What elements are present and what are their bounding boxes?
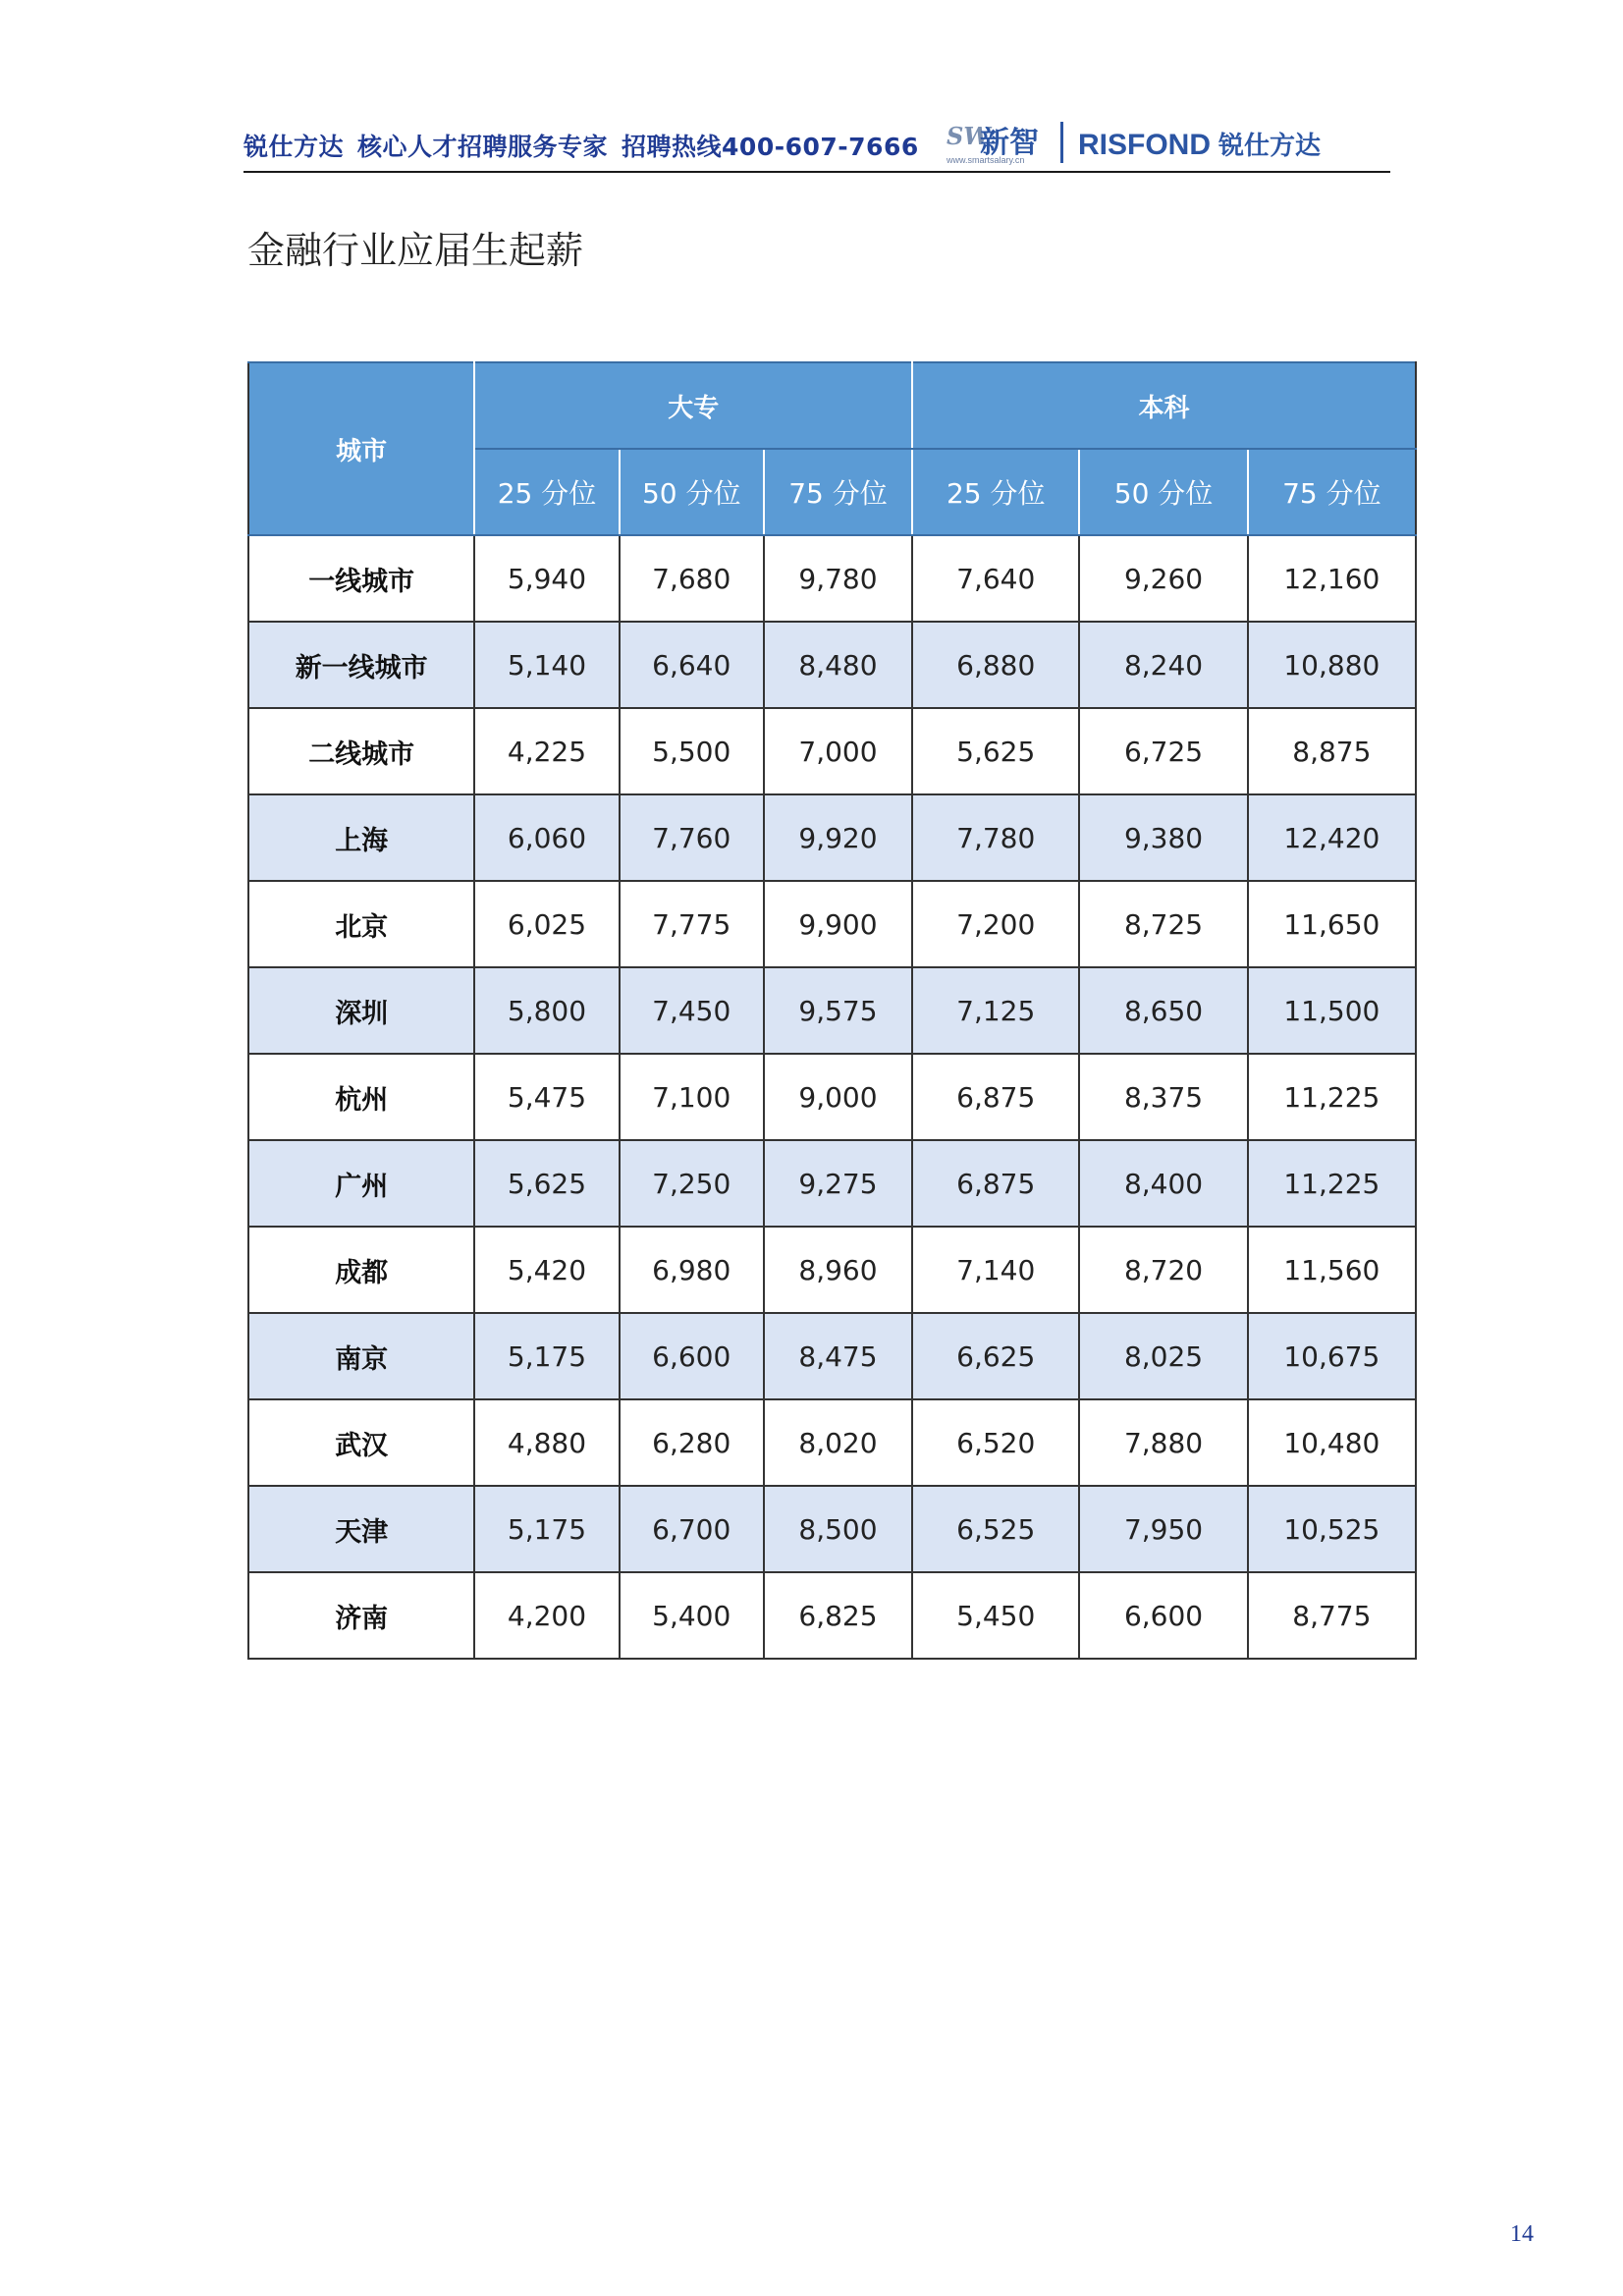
salary-cell: 6,600 xyxy=(620,1313,764,1399)
percentile-header: 50 分位 xyxy=(1079,449,1247,535)
table-row xyxy=(248,1313,1416,1399)
salary-cell: 8,725 xyxy=(1079,881,1247,967)
salary-table xyxy=(247,361,1417,1660)
city-column-header: 城市 xyxy=(248,362,474,535)
salary-cell: 9,780 xyxy=(764,535,912,622)
salary-cell: 7,250 xyxy=(620,1140,764,1227)
salary-cell: 8,375 xyxy=(1079,1054,1247,1140)
salary-cell: 12,420 xyxy=(1248,794,1416,881)
salary-cell: 11,225 xyxy=(1248,1140,1416,1227)
city-cell: 武汉 xyxy=(248,1399,474,1486)
salary-cell: 5,175 xyxy=(474,1486,619,1572)
city-cell: 天津 xyxy=(248,1486,474,1572)
salary-cell: 7,680 xyxy=(620,535,764,622)
page-number: 14 xyxy=(1510,2221,1534,2247)
table-row xyxy=(248,1572,1416,1659)
salary-cell: 10,480 xyxy=(1248,1399,1416,1486)
salary-cell: 8,025 xyxy=(1079,1313,1247,1399)
salary-cell: 11,560 xyxy=(1248,1227,1416,1313)
salary-cell: 8,775 xyxy=(1248,1572,1416,1659)
salary-cell: 7,140 xyxy=(912,1227,1079,1313)
salary-cell: 4,225 xyxy=(474,708,619,794)
salary-cell: 6,980 xyxy=(620,1227,764,1313)
salary-cell: 8,960 xyxy=(764,1227,912,1313)
salary-cell: 6,520 xyxy=(912,1399,1079,1486)
salary-cell: 7,100 xyxy=(620,1054,764,1140)
salary-cell: 6,600 xyxy=(1079,1572,1247,1659)
salary-cell: 9,260 xyxy=(1079,535,1247,622)
salary-cell: 6,025 xyxy=(474,881,619,967)
salary-cell: 7,775 xyxy=(620,881,764,967)
salary-cell: 4,200 xyxy=(474,1572,619,1659)
city-cell: 新一线城市 xyxy=(248,622,474,708)
salary-cell: 11,500 xyxy=(1248,967,1416,1054)
salary-cell: 11,225 xyxy=(1248,1054,1416,1140)
table-row xyxy=(248,1140,1416,1227)
page-header xyxy=(243,116,1390,173)
city-cell: 杭州 xyxy=(248,1054,474,1140)
salary-cell: 9,575 xyxy=(764,967,912,1054)
salary-cell: 8,720 xyxy=(1079,1227,1247,1313)
percentile-header: 25 分位 xyxy=(474,449,619,535)
salary-cell: 7,450 xyxy=(620,967,764,1054)
table-row xyxy=(248,708,1416,794)
table-row xyxy=(248,1054,1416,1140)
salary-cell: 8,020 xyxy=(764,1399,912,1486)
salary-cell: 7,125 xyxy=(912,967,1079,1054)
salary-cell: 7,950 xyxy=(1079,1486,1247,1572)
salary-cell: 6,700 xyxy=(620,1486,764,1572)
salary-cell: 5,940 xyxy=(474,535,619,622)
salary-cell: 7,000 xyxy=(764,708,912,794)
salary-cell: 6,060 xyxy=(474,794,619,881)
percentile-header: 75 分位 xyxy=(764,449,912,535)
percentile-header: 25 分位 xyxy=(912,449,1079,535)
salary-cell: 5,475 xyxy=(474,1054,619,1140)
salary-cell: 6,625 xyxy=(912,1313,1079,1399)
salary-cell: 6,640 xyxy=(620,622,764,708)
salary-cell: 6,875 xyxy=(912,1054,1079,1140)
salary-cell: 7,880 xyxy=(1079,1399,1247,1486)
percentile-header: 75 分位 xyxy=(1248,449,1416,535)
header-tagline xyxy=(243,128,933,163)
city-cell: 二线城市 xyxy=(248,708,474,794)
percentile-header: 50 分位 xyxy=(620,449,764,535)
salary-cell: 9,275 xyxy=(764,1140,912,1227)
salary-cell: 8,500 xyxy=(764,1486,912,1572)
salary-cell: 6,280 xyxy=(620,1399,764,1486)
salary-cell: 10,675 xyxy=(1248,1313,1416,1399)
salary-cell: 8,875 xyxy=(1248,708,1416,794)
salary-cell: 8,650 xyxy=(1079,967,1247,1054)
group-header-dazhuan: 大专 xyxy=(474,362,912,449)
table-row xyxy=(248,967,1416,1054)
salary-cell: 5,625 xyxy=(912,708,1079,794)
risfond-logo-name: RISFOND xyxy=(1078,129,1211,161)
company-slogan: 核心人才招聘服务专家 xyxy=(357,133,609,161)
salary-cell: 10,525 xyxy=(1248,1486,1416,1572)
risfond-logo-cn: 锐仕方达 xyxy=(1218,132,1322,161)
salary-cell: 6,725 xyxy=(1079,708,1247,794)
salary-cell: 7,760 xyxy=(620,794,764,881)
group-header-benke: 本科 xyxy=(912,362,1416,449)
salary-cell: 10,880 xyxy=(1248,622,1416,708)
salary-cell: 11,650 xyxy=(1248,881,1416,967)
table-row xyxy=(248,1227,1416,1313)
salary-cell: 5,420 xyxy=(474,1227,619,1313)
city-cell: 深圳 xyxy=(248,967,474,1054)
salary-cell: 6,880 xyxy=(912,622,1079,708)
city-cell: 一线城市 xyxy=(248,535,474,622)
table-row xyxy=(248,1486,1416,1572)
table-row xyxy=(248,535,1416,622)
recruit-hotline: 招聘热线400-607-7666 xyxy=(622,133,919,161)
salary-cell: 9,380 xyxy=(1079,794,1247,881)
table-row xyxy=(248,1399,1416,1486)
xinzhi-logo xyxy=(947,118,1049,167)
salary-cell: 9,900 xyxy=(764,881,912,967)
salary-cell: 6,825 xyxy=(764,1572,912,1659)
city-cell: 济南 xyxy=(248,1572,474,1659)
salary-cell: 8,400 xyxy=(1079,1140,1247,1227)
salary-cell: 5,175 xyxy=(474,1313,619,1399)
salary-cell: 6,875 xyxy=(912,1140,1079,1227)
salary-cell: 5,140 xyxy=(474,622,619,708)
city-cell: 广州 xyxy=(248,1140,474,1227)
salary-cell: 5,500 xyxy=(620,708,764,794)
salary-cell: 4,880 xyxy=(474,1399,619,1486)
salary-cell: 5,800 xyxy=(474,967,619,1054)
xinzhi-logo-url: www.smartsalary.cn xyxy=(947,155,1025,165)
salary-cell: 7,780 xyxy=(912,794,1079,881)
salary-cell: 9,920 xyxy=(764,794,912,881)
table-row xyxy=(248,794,1416,881)
city-cell: 上海 xyxy=(248,794,474,881)
salary-cell: 5,450 xyxy=(912,1572,1079,1659)
salary-cell: 8,240 xyxy=(1079,622,1247,708)
salary-cell: 5,625 xyxy=(474,1140,619,1227)
salary-cell: 9,000 xyxy=(764,1054,912,1140)
logo-divider xyxy=(1060,122,1063,163)
table-row xyxy=(248,622,1416,708)
salary-cell: 7,200 xyxy=(912,881,1079,967)
company-name: 锐仕方达 xyxy=(243,133,345,161)
risfond-logo xyxy=(1078,126,1321,162)
salary-cell: 5,400 xyxy=(620,1572,764,1659)
city-cell: 成都 xyxy=(248,1227,474,1313)
salary-cell: 8,475 xyxy=(764,1313,912,1399)
table-row xyxy=(248,881,1416,967)
page-title: 金融行业应届生起薪 xyxy=(247,229,584,272)
salary-cell: 7,640 xyxy=(912,535,1079,622)
salary-cell: 6,525 xyxy=(912,1486,1079,1572)
xinzhi-logo-name: 新智 xyxy=(980,126,1039,160)
city-cell: 南京 xyxy=(248,1313,474,1399)
salary-cell: 8,480 xyxy=(764,622,912,708)
xinzhi-logo-mark: SW xyxy=(947,122,991,150)
salary-cell: 12,160 xyxy=(1248,535,1416,622)
city-cell: 北京 xyxy=(248,881,474,967)
